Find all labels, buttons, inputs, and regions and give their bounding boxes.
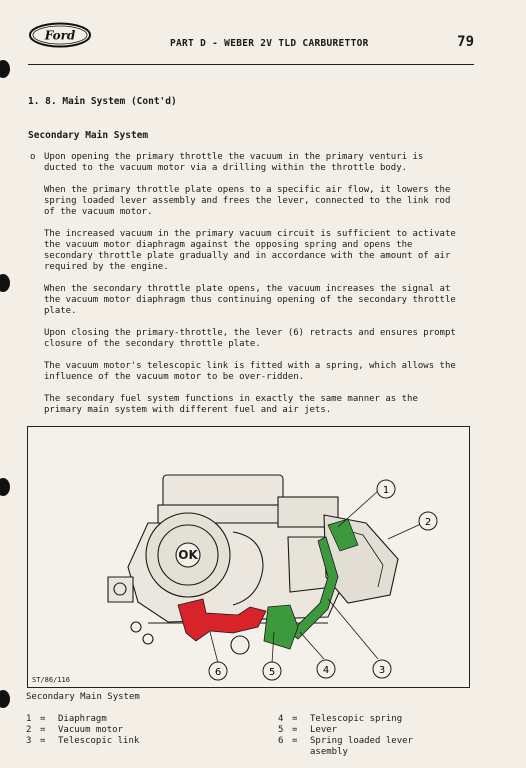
legend-text: Diaphragm bbox=[58, 714, 107, 724]
paragraph: Upon closing the primary-throttle, the lever (6) retracts and ensures prompt closure of the secondary throttle plate. bbox=[44, 328, 456, 349]
legend-text: Vacuum motor bbox=[58, 725, 124, 735]
legend-equals: = bbox=[40, 714, 46, 724]
bullet-marker: o bbox=[30, 152, 36, 162]
legend-item bbox=[278, 714, 402, 725]
legend-number: 2 bbox=[26, 725, 32, 735]
legend-equals: = bbox=[40, 725, 46, 735]
legend-number: 4 bbox=[278, 714, 284, 724]
paragraph: When the primary throttle plate opens to a specific air flow, it lowers the spring loaded lever assembly and frees the lever, connected to the link rod of the vacuum motor. bbox=[44, 185, 451, 217]
paragraph: Upon opening the primary throttle the vacuum in the primary venturi is ducted to the vacuum motor via a drilling within the throttle body. bbox=[44, 152, 424, 173]
punch-hole bbox=[0, 478, 10, 496]
page-title: PART D - WEBER 2V TLD CARBURETTOR bbox=[170, 38, 369, 49]
callout-label-3: 3 bbox=[378, 665, 386, 676]
paragraph: The secondary fuel system functions in exactly the same manner as the primary main system with different fuel and air jets. bbox=[44, 394, 418, 415]
carburettor-illustration bbox=[28, 427, 469, 687]
legend-item bbox=[26, 725, 123, 736]
legend-text: Telescopic link bbox=[58, 736, 140, 746]
figure-caption: Secondary Main System bbox=[26, 692, 140, 702]
legend-item bbox=[26, 714, 107, 725]
callout-label-4: 4 bbox=[322, 665, 330, 676]
legend-text: Lever bbox=[310, 725, 338, 735]
callout-label-5: 5 bbox=[268, 667, 276, 678]
subsection-heading: Secondary Main System bbox=[28, 130, 149, 141]
legend-item bbox=[26, 736, 139, 747]
body-text bbox=[44, 152, 468, 427]
carburettor-figure bbox=[27, 426, 470, 688]
legend-equals: = bbox=[292, 725, 298, 735]
figure-code: ST/86/116 bbox=[32, 676, 70, 684]
legend-text: Spring loaded lever asembly bbox=[310, 736, 413, 757]
punch-hole bbox=[0, 60, 10, 78]
legend-number: 5 bbox=[278, 725, 284, 735]
punch-hole bbox=[0, 690, 10, 708]
callout-label-1: 1 bbox=[382, 485, 390, 496]
punch-hole bbox=[0, 274, 10, 292]
legend-equals: = bbox=[292, 736, 298, 746]
legend-item bbox=[278, 725, 337, 736]
legend-number: 6 bbox=[278, 736, 284, 746]
logo-text: Ford bbox=[44, 28, 76, 43]
callout-label-6: 6 bbox=[214, 667, 222, 678]
section-heading: 1. 8. Main System (Cont'd) bbox=[28, 96, 177, 107]
legend-equals: = bbox=[292, 714, 298, 724]
legend-number: 1 bbox=[26, 714, 32, 724]
page-header bbox=[28, 22, 474, 62]
paragraph: The vacuum motor's telescopic link is fitted with a spring, which allows the influence of the vacuum motor to be over-ridden. bbox=[44, 361, 456, 382]
body-marking: OK bbox=[178, 548, 198, 562]
ford-logo bbox=[28, 22, 92, 48]
legend-equals: = bbox=[40, 736, 46, 746]
legend-number: 3 bbox=[26, 736, 32, 746]
paragraph: The increased vacuum in the primary vacuum circuit is sufficient to activate the vacuum motor diaphragm against the opposing spring and opens the secondary throttle plate gradually and in accordance with the amount of air required by the engine. bbox=[44, 229, 456, 272]
page-number: 79 bbox=[457, 34, 474, 50]
legend-item bbox=[278, 736, 413, 758]
paragraph: When the secondary throttle plate opens, the vacuum increases the signal at the vacuum motor diaphragm thus continuing opening of the secondary throttle plate. bbox=[44, 284, 456, 316]
callout-label-2: 2 bbox=[424, 517, 432, 528]
header-rule bbox=[28, 64, 474, 65]
legend-text: Telescopic spring bbox=[310, 714, 403, 724]
